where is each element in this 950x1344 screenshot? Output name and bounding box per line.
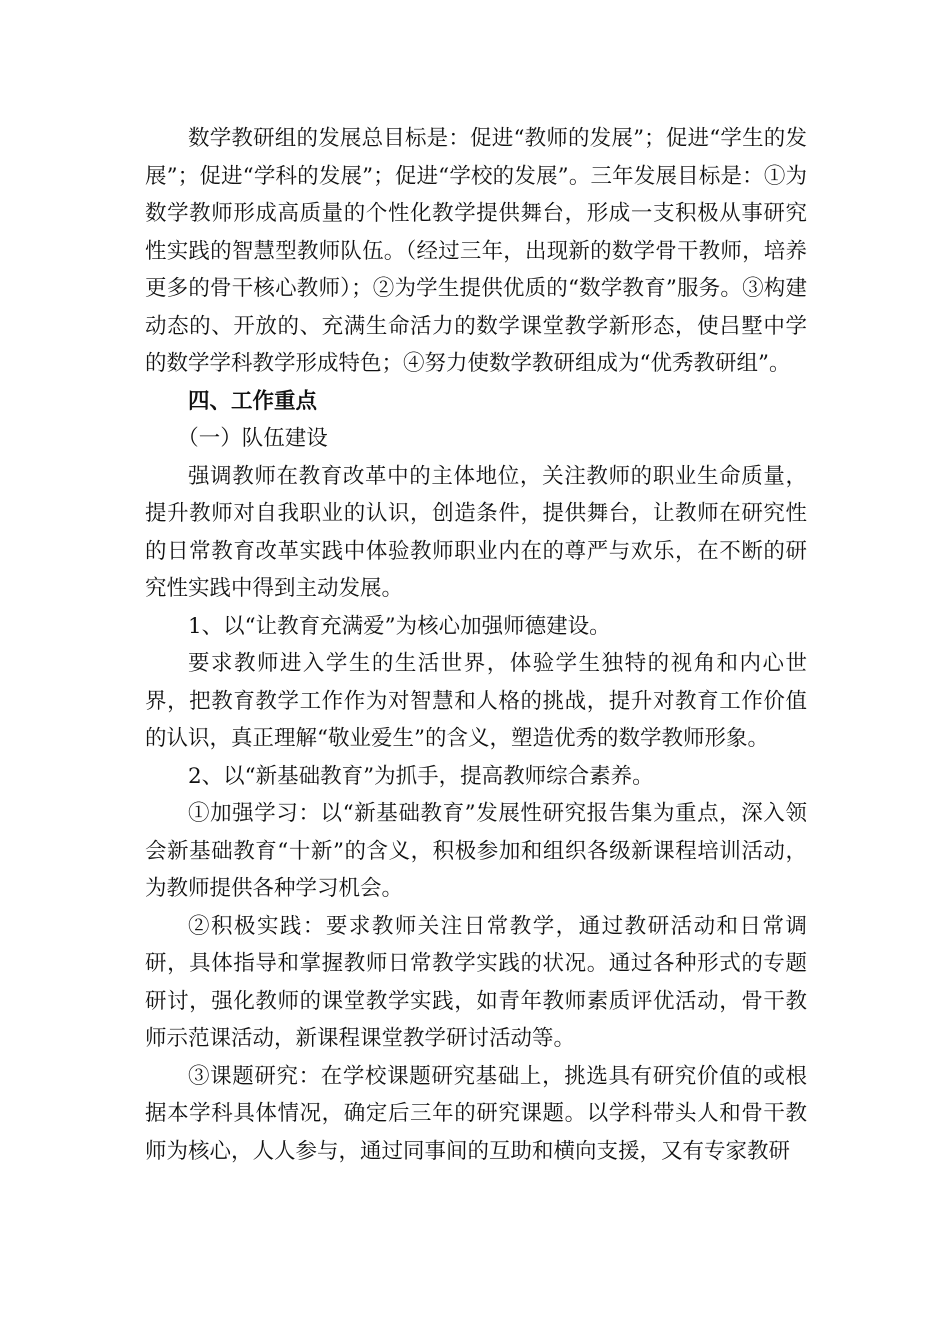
paragraph-goals: 数学教研组的发展总目标是：促进“教师的发展”；促进“学生的发展”；促进“学科的发展”；促进“学校的发展”。三年发展目标是：①为数学教师形成高质量的个性化教学提供舞台，形成一支积极从事研究性实践的智慧型教师队伍。（经过三年，出现新的数学骨干教师，培养更多的骨干核心教师）；②为学生提供优质的“数学教育”服务。③构建动态的、开放的、充满生命活力的数学课堂教学新形态，使吕墅中学的数学学科教学形成特色；④努力使数学教研组成为“优秀教研组”。	[145, 126, 807, 376]
paragraph-item-1: 1、以“让教育充满爱”为核心加强师德建设。	[188, 613, 611, 639]
paragraph-item-2: 2、以“新基础教育”为抓手，提高教师综合素养。	[188, 763, 654, 789]
paragraph-research: ③课题研究：在学校课题研究基础上，挑选具有研究价值的或根据本学科具体情况，确定后三年的研究课题。以学科带头人和骨干教师为核心，人人参与，通过同事间的互助和横向支援，又有专家教研	[145, 1063, 807, 1164]
paragraph-ethics: 要求教师进入学生的生活世界，体验学生独特的视角和内心世界，把教育教学工作作为对智慧和人格的挑战，提升对教育工作价值的认识，真正理解“敬业爱生”的含义，塑造优秀的数学教师形象。	[145, 651, 807, 751]
paragraph-study: ①加强学习：以“新基础教育”发展性研究报告集为重点，深入领会新基础教育“十新”的含义，积极参加和组织各级新课程培训活动，为教师提供各种学习机会。	[145, 801, 807, 901]
section-heading-work-focus: 四、工作重点	[188, 388, 318, 414]
paragraph-teacher-role: 强调教师在教育改革中的主体地位，关注教师的职业生命质量，提升教师对自我职业的认识，创造条件，提供舞台，让教师在研究性的日常教育改革实践中体验教师职业内在的尊严与欢乐，在不断的研究性实践中得到主动发展。	[145, 463, 807, 601]
document-page	[145, 120, 807, 1170]
paragraph-practice: ②积极实践：要求教师关注日常教学，通过教研活动和日常调研，具体指导和掌握教师日常教学实践的状况。通过各种形式的专题研讨，强化教师的课堂教学实践，如青年教师素质评优活动，骨干教师示范课活动，新课程课堂教学研讨活动等。	[145, 913, 807, 1051]
subheading-team-building: （一）队伍建设	[177, 426, 328, 451]
